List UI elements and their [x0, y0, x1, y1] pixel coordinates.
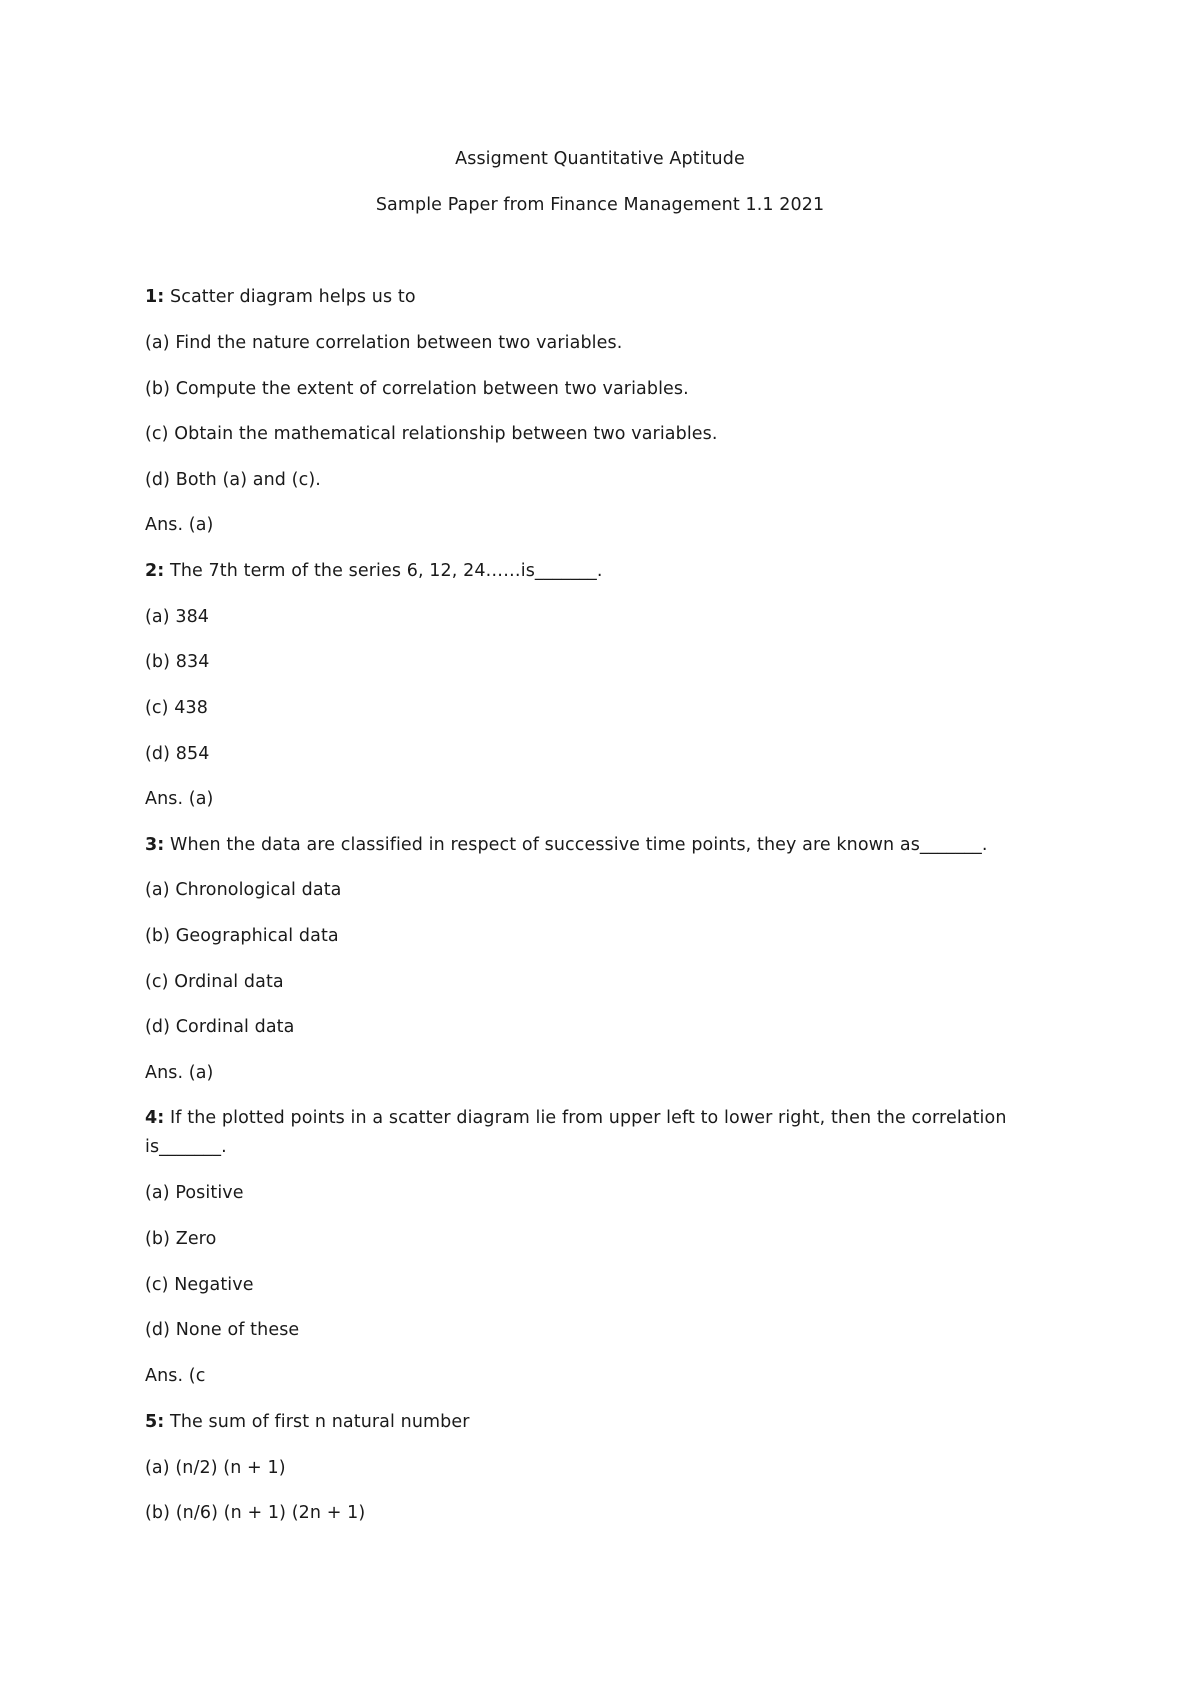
- document-subtitle: Sample Paper from Finance Management 1.1 2021: [375, 195, 825, 215]
- answer-2: Ans. (a): [145, 789, 214, 809]
- option-1a: (a) Find the nature correlation between two variables.: [145, 333, 623, 353]
- question-4: [145, 1104, 1045, 1162]
- answer-3: Ans. (a): [145, 1063, 214, 1083]
- option-4a: (a) Positive: [145, 1183, 244, 1203]
- question-text: Scatter diagram helps us to: [170, 287, 416, 307]
- option-4d: (d) None of these: [145, 1320, 300, 1340]
- option-5b: (b) (n/6) (n + 1) (2n + 1): [145, 1503, 366, 1523]
- question-number: 4:: [145, 1108, 165, 1128]
- question-text: The 7th term of the series 6, 12, 24……is_______.: [170, 561, 603, 581]
- option-3a: (a) Chronological data: [145, 880, 342, 900]
- option-1b: (b) Compute the extent of correlation between two variables.: [145, 379, 689, 399]
- question-text: The sum of first n natural number: [170, 1412, 470, 1432]
- question-5: [145, 1411, 470, 1433]
- option-1d: (d) Both (a) and (c).: [145, 470, 321, 490]
- option-2c: (c) 438: [145, 698, 208, 718]
- question-2: [145, 560, 603, 582]
- question-number: 3:: [145, 835, 165, 855]
- question-number: 2:: [145, 561, 165, 581]
- option-2a: (a) 384: [145, 607, 210, 627]
- option-5a: (a) (n/2) (n + 1): [145, 1458, 286, 1478]
- question-number: 1:: [145, 287, 165, 307]
- question-1: [145, 286, 416, 308]
- option-4c: (c) Negative: [145, 1275, 254, 1295]
- option-1c: (c) Obtain the mathematical relationship between two variables.: [145, 424, 718, 444]
- question-number: 5:: [145, 1412, 165, 1432]
- question-3: [145, 834, 988, 856]
- option-2b: (b) 834: [145, 652, 210, 672]
- answer-1: Ans. (a): [145, 515, 214, 535]
- option-4b: (b) Zero: [145, 1229, 217, 1249]
- answer-4: Ans. (c: [145, 1366, 206, 1386]
- option-2d: (d) 854: [145, 744, 210, 764]
- option-3d: (d) Cordinal data: [145, 1017, 295, 1037]
- document-title: Assigment Quantitative Aptitude: [455, 149, 745, 169]
- option-3c: (c) Ordinal data: [145, 972, 284, 992]
- option-3b: (b) Geographical data: [145, 926, 339, 946]
- question-text: If the plotted points in a scatter diagram lie from upper left to lower right, then the correlation is_______.: [145, 1108, 1007, 1157]
- question-text: When the data are classified in respect of successive time points, they are known as_______.: [170, 835, 988, 855]
